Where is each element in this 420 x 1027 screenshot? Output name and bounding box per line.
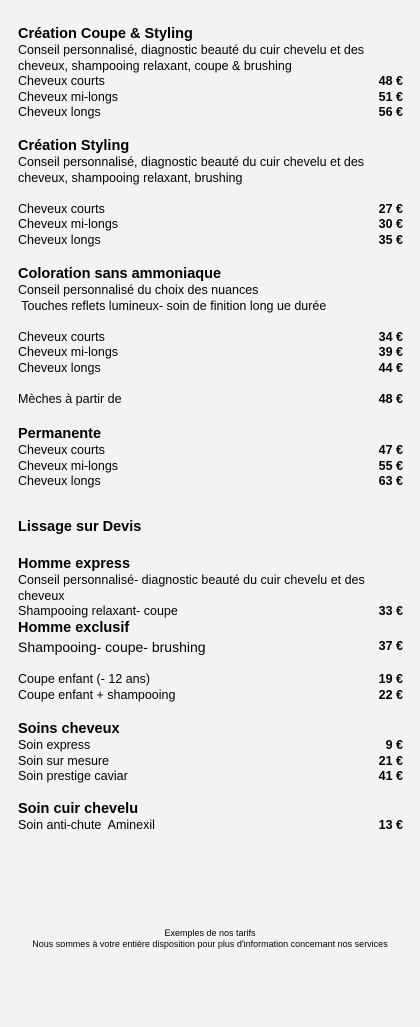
- service-price: 19 €: [378, 672, 403, 686]
- service-price: 44 €: [378, 360, 403, 375]
- section-cuir-chevelu: [18, 801, 403, 834]
- price-row: [18, 217, 403, 233]
- section-title: Soin cuir chevelu: [18, 801, 139, 817]
- section-title: Soins cheveux: [18, 721, 120, 737]
- service-label: Cheveux mi-longs: [18, 89, 119, 104]
- service-label: Cheveux courts: [18, 201, 105, 216]
- price-row: [18, 769, 403, 785]
- service-price: 48 €: [378, 391, 403, 406]
- section-coloration: [18, 266, 403, 407]
- service-price: 35 €: [378, 232, 403, 247]
- section-description: Touches reflets lumineux- soin de finition long ue durée: [18, 298, 327, 313]
- price-row: [18, 443, 403, 459]
- section-title: Lissage sur Devis: [18, 519, 142, 535]
- service-label: Mèches à partir de: [18, 391, 122, 406]
- footer-line: Nous sommes à votre entière disposition pour plus d'information concernant nos services: [32, 939, 388, 949]
- section-title: Création Styling: [18, 138, 130, 154]
- footer-note: [0, 928, 420, 950]
- price-row: [18, 459, 403, 475]
- price-row: [18, 474, 403, 490]
- service-price: 13 €: [378, 818, 403, 832]
- service-price: 47 €: [378, 443, 403, 457]
- price-row: [18, 330, 403, 346]
- section-title: Coloration sans ammoniaque: [18, 266, 222, 282]
- price-row: [18, 202, 403, 218]
- service-price: 51 €: [378, 89, 403, 104]
- section-homme-express: [18, 556, 403, 620]
- section-description: Conseil personnalisé du choix des nuances: [18, 283, 259, 297]
- section-title: Homme express: [18, 556, 131, 572]
- price-row: [18, 639, 403, 656]
- service-label: Coupe enfant + shampooing: [18, 687, 176, 702]
- price-row: [18, 74, 403, 90]
- price-row: [18, 345, 403, 361]
- service-price: 33 €: [378, 604, 403, 618]
- price-row: [18, 233, 403, 249]
- section-title: Création Coupe & Styling: [18, 26, 193, 42]
- price-row: [18, 361, 403, 377]
- service-price: 37 €: [378, 639, 403, 653]
- price-row-meches: [18, 392, 403, 408]
- section-title: Homme exclusif: [18, 620, 130, 636]
- price-row: [18, 672, 403, 688]
- service-label: Cheveux longs: [18, 474, 101, 488]
- price-row: [18, 105, 403, 121]
- service-label: Cheveux mi-longs: [18, 345, 119, 359]
- service-price: 21 €: [378, 753, 403, 768]
- price-row: [18, 818, 403, 834]
- service-label: Cheveux longs: [18, 360, 101, 375]
- price-row: [18, 738, 403, 754]
- service-label: Cheveux courts: [18, 329, 105, 344]
- section-title: Permanente: [18, 426, 102, 442]
- section-homme-exclusif: [18, 620, 403, 656]
- service-price: 9 €: [385, 738, 403, 752]
- service-price: 30 €: [378, 217, 403, 231]
- service-price: 55 €: [378, 458, 403, 473]
- section-soins: [18, 721, 403, 785]
- price-row: [18, 90, 403, 106]
- section-enfant: [18, 672, 403, 703]
- service-price: 27 €: [378, 201, 403, 216]
- service-label: Cheveux longs: [18, 105, 101, 119]
- service-label: Cheveux mi-longs: [18, 217, 119, 231]
- section-description: Conseil personnalisé, diagnostic beauté du cuir chevelu et des cheveux, shampooing relaxant, brushing: [18, 155, 365, 185]
- service-price: 41 €: [378, 769, 403, 783]
- service-label: Soin sur mesure: [18, 753, 110, 768]
- section-lissage: [18, 519, 403, 536]
- service-price: 56 €: [378, 105, 403, 119]
- service-label: Cheveux mi-longs: [18, 458, 119, 473]
- section-permanente: [18, 426, 403, 490]
- price-row: [18, 688, 403, 704]
- service-price: 48 €: [378, 74, 403, 88]
- service-price: 34 €: [378, 329, 403, 344]
- service-label: Soin prestige caviar: [18, 769, 128, 783]
- price-row: [18, 604, 403, 620]
- service-label: Coupe enfant (- 12 ans): [18, 672, 151, 686]
- section-coupe-styling: [18, 26, 403, 121]
- section-description: Conseil personnalisé, diagnostic beauté du cuir chevelu et des cheveux, shampooing relaxant, coupe & brushing: [18, 43, 365, 73]
- service-label: Soin express: [18, 738, 91, 752]
- service-label: Cheveux courts: [18, 443, 105, 457]
- service-label: Cheveux longs: [18, 232, 101, 247]
- service-price: 63 €: [378, 474, 403, 488]
- service-label: Shampooing relaxant- coupe: [18, 604, 178, 618]
- service-label: Shampooing- coupe- brushing: [18, 639, 206, 655]
- section-description: Conseil personnalisé- diagnostic beauté du cuir chevelu et des cheveux: [18, 573, 365, 603]
- section-styling: [18, 138, 403, 248]
- service-price: 22 €: [378, 687, 403, 702]
- footer-line: Exemples de nos tarifs: [164, 928, 256, 938]
- price-row: [18, 754, 403, 770]
- service-label: Soin anti-chute Aminexil: [18, 818, 155, 832]
- service-label: Cheveux courts: [18, 74, 105, 88]
- service-price: 39 €: [378, 345, 403, 359]
